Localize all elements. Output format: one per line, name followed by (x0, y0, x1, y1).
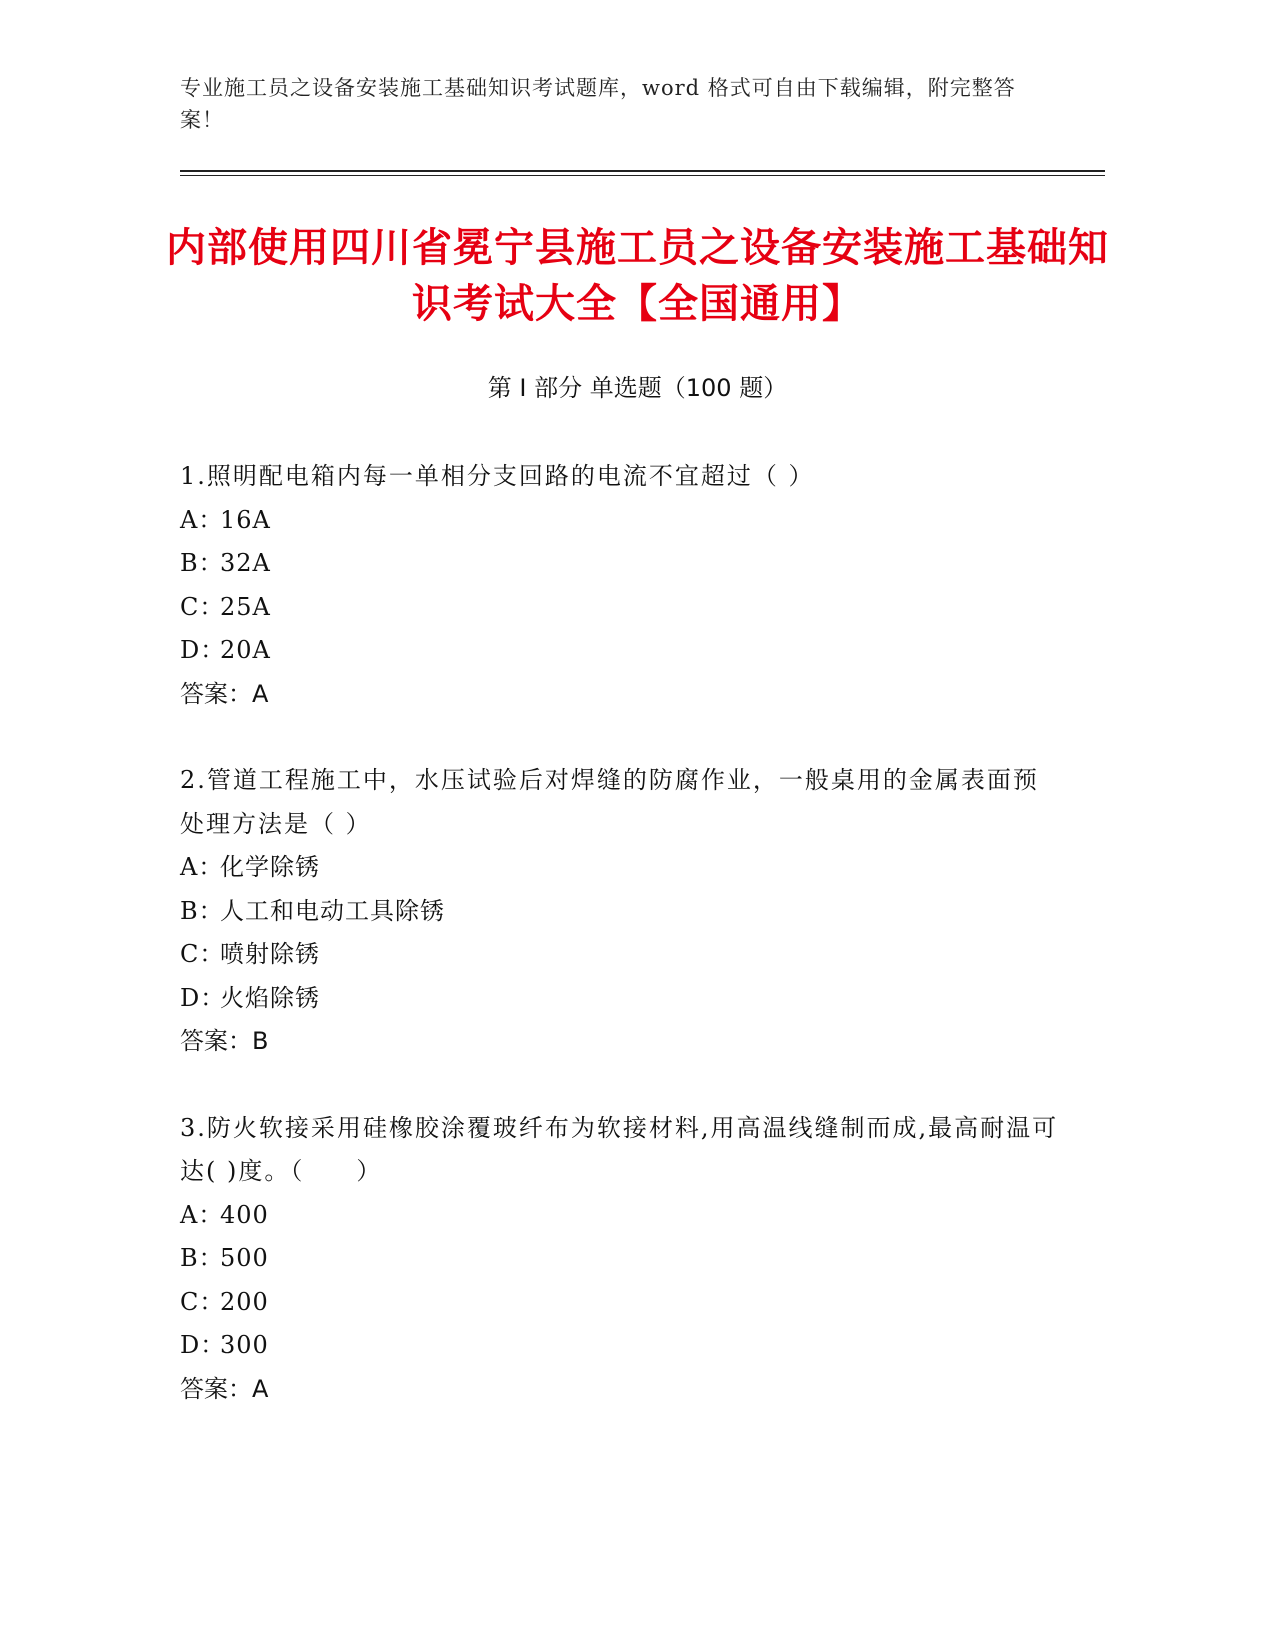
option-text: 喷射除锈 (220, 940, 320, 968)
option-letter: A： (180, 505, 224, 534)
question-2 (180, 759, 1060, 1064)
option-b (180, 1237, 1060, 1281)
option-text: 300 (220, 1331, 269, 1359)
option-c (180, 1281, 1060, 1325)
option-a (180, 1194, 1060, 1238)
option-text: 25A (220, 592, 271, 621)
option-letter: A： (180, 853, 224, 881)
option-text: 200 (220, 1287, 269, 1316)
option-letter: B： (180, 896, 224, 925)
answer: 答案：A (180, 1374, 269, 1403)
option-a (180, 846, 1060, 890)
question-stem: 3.防火软接采用硅橡胶涂覆玻纤布为软接材料,用高温线缝制而成,最高耐温可达( )度。（ ） (180, 1113, 1059, 1185)
answer: 答案：B (180, 1027, 269, 1055)
option-letter: C： (180, 940, 225, 968)
question-1 (180, 455, 1060, 716)
option-text: 20A (220, 636, 271, 664)
option-text: 400 (220, 1200, 269, 1229)
question-list (180, 455, 1060, 1454)
question-stem: 1.照明配电箱内每一单相分支回路的电流不宜超过（ ） (180, 462, 815, 490)
option-letter: C： (180, 592, 225, 621)
option-letter: B： (180, 1244, 224, 1272)
option-letter: D： (180, 636, 226, 664)
option-letter: B： (180, 549, 224, 577)
option-text: 500 (220, 1244, 269, 1272)
option-d (180, 977, 1060, 1021)
option-d (180, 629, 1060, 673)
option-b (180, 890, 1060, 934)
option-text: 32A (220, 549, 271, 577)
document-title: 内部使用四川省冕宁县施工员之设备安装施工基础知识考试大全【全国通用】 (166, 225, 1109, 327)
header-note: 专业施工员之设备安装施工基础知识考试题库，word 格式可自由下载编辑，附完整答案！ (180, 76, 1016, 132)
option-letter: D： (180, 1331, 226, 1359)
option-d (180, 1324, 1060, 1368)
option-c (180, 586, 1060, 630)
option-letter: C： (180, 1287, 225, 1316)
question-3 (180, 1107, 1060, 1412)
option-a (180, 499, 1060, 543)
option-text: 火焰除锈 (220, 983, 320, 1012)
header-divider (180, 170, 1105, 172)
question-stem: 2.管道工程施工中，水压试验后对焊缝的防腐作业，一般桌用的金属表面预处理方法是（ ） (180, 766, 1039, 838)
header-divider-thin (180, 175, 1105, 176)
option-text: 16A (220, 505, 271, 534)
option-b (180, 542, 1060, 586)
answer: 答案：A (180, 679, 269, 708)
section-heading: 第 I 部分 单选题（100 题） (487, 374, 788, 402)
option-letter: A： (180, 1200, 224, 1229)
option-text: 人工和电动工具除锈 (220, 896, 445, 925)
option-c (180, 933, 1060, 977)
option-text: 化学除锈 (220, 853, 320, 881)
option-letter: D： (180, 983, 226, 1012)
